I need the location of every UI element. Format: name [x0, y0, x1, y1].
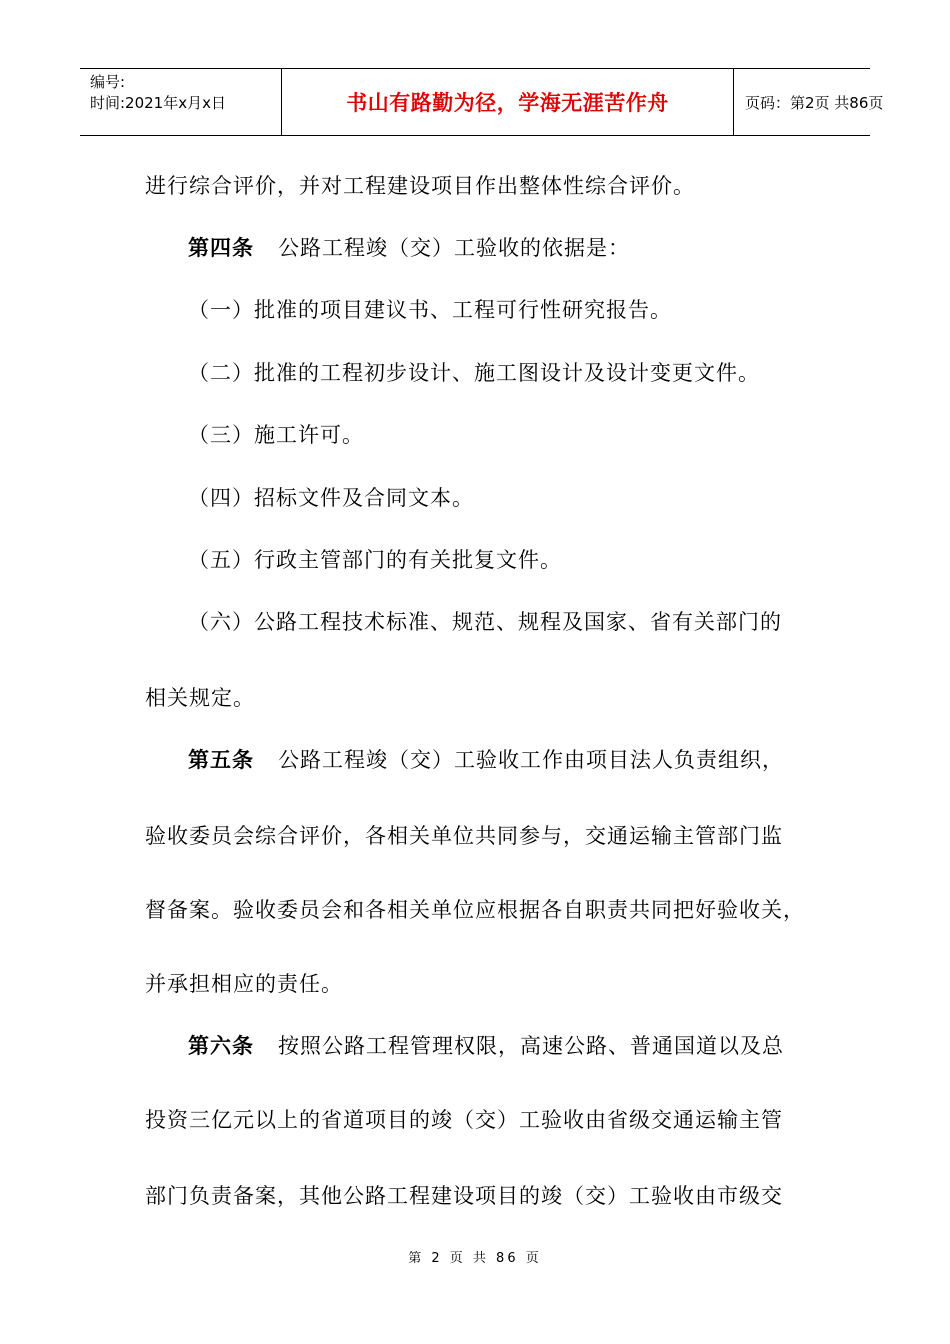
article-6-heading: 第六条 — [188, 1034, 254, 1058]
list-item: （二）批准的工程初步设计、施工图设计及设计变更文件。 — [188, 361, 760, 385]
list-item: （三）施工许可。 — [188, 423, 364, 447]
header-motto: 书山有路勤为径，学海无涯苦作舟 — [346, 91, 669, 115]
page-header — [80, 68, 884, 136]
article-6-paragraph — [188, 1034, 784, 1058]
paragraph-line: 部门负责备案，其他公路工程建设项目的竣（交）工验收由市级交 — [145, 1184, 783, 1208]
header-meta-cell — [80, 69, 282, 135]
list-item: （六）公路工程技术标准、规范、规程及国家、省有关部门的 — [188, 610, 782, 634]
list-item: （一）批准的项目建议书、工程可行性研究报告。 — [188, 298, 672, 322]
paragraph-line: 公路工程竣（交）工验收的依据是： — [278, 236, 630, 260]
header-page-cell — [734, 69, 884, 135]
document-date-label: 时间:2021年x月x日 — [90, 94, 226, 112]
header-page-info: 页码：第2页 共86页 — [745, 93, 884, 112]
paragraph-line: 验收委员会综合评价，各相关单位共同参与，交通运输主管部门监 — [145, 824, 783, 848]
document-number-label: 编号: — [90, 73, 126, 91]
paragraph-line: 相关规定。 — [145, 686, 255, 710]
paragraph-line: 投资三亿元以上的省道项目的竣（交）工验收由省级交通运输主管 — [145, 1108, 783, 1132]
page-footer: 第 2 页 共 86 页 — [408, 1251, 542, 1266]
article-4-paragraph — [188, 236, 630, 260]
list-item: （四）招标文件及合同文本。 — [188, 486, 474, 510]
paragraph-line: 按照公路工程管理权限，高速公路、普通国道以及总 — [278, 1034, 784, 1058]
article-4-heading: 第四条 — [188, 236, 254, 260]
article-5-heading: 第五条 — [188, 748, 254, 772]
paragraph-line: 进行综合评价，并对工程建设项目作出整体性综合评价。 — [145, 174, 695, 198]
list-item: （五）行政主管部门的有关批复文件。 — [188, 548, 562, 572]
paragraph-line: 并承担相应的责任。 — [145, 972, 343, 996]
header-motto-cell — [282, 69, 734, 135]
article-5-paragraph — [188, 748, 784, 772]
paragraph-line: 督备案。验收委员会和各相关单位应根据各自职责共同把好验收关， — [145, 898, 805, 922]
paragraph-line: 公路工程竣（交）工验收工作由项目法人负责组织， — [278, 748, 784, 772]
